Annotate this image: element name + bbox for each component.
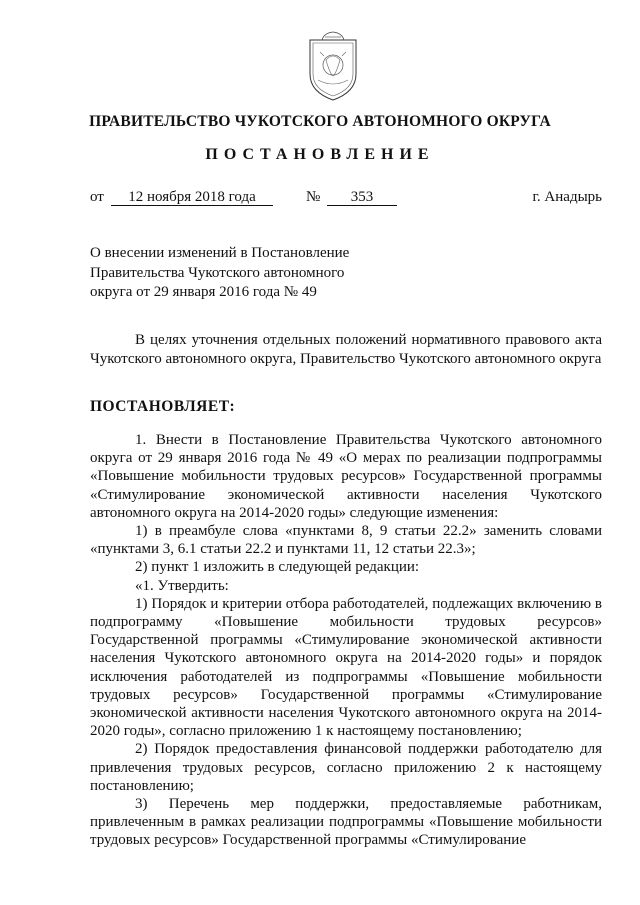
subject-line: Правительства Чукотского автономного <box>90 264 345 281</box>
city: г. Анадырь <box>532 189 602 205</box>
document-date <box>111 189 273 206</box>
resolves-heading: ПОСТАНОВЛЯЕТ: <box>90 398 236 415</box>
body-paragraph: 1) в преамбуле слова «пунктами 8, 9 статьи 22.2» заменить словами «пунктами 3, 6.1 статьи 22.2 и пунктами 11, 12 статьи 22.3»; <box>90 523 602 558</box>
document-type: ПОСТАНОВЛЕНИЕ <box>205 146 435 163</box>
number-prefix: № <box>306 189 321 205</box>
body-paragraph: 3) Перечень мер поддержки, предоставляемые работникам, привлеченным в рамках реализации подпрограммы «Повышение мобильности трудовых ресурсов» Государственной программы «Стимулирование <box>90 796 602 849</box>
subject-line: О внесении изменений в Постановление <box>90 245 350 261</box>
subject-line: округа от 29 января 2016 года № 49 <box>90 284 317 300</box>
body-paragraph: 2) пункт 1 изложить в следующей редакции: <box>135 559 420 576</box>
document-body <box>90 431 602 850</box>
document-subject <box>90 244 390 303</box>
body-paragraph: 1. Внести в Постановление Правительства Чукотского автономного округа от 29 января 2016 года № 49 «О мерах по реализации подпрограммы «Повышение мобильности трудовых ресурсов» Государственной программы «Стимулирование экономической активности населения Чукотского автономного округа на 2014-2020 годы» следующие изменения: <box>90 432 602 521</box>
body-paragraph: 1) Порядок и критерии отбора работодателей, подлежащих включению в подпрограмму «Повышение мобильности трудовых ресурсов» Государственной программы «Стимулирование экономической активности населения Чукотского автономного округа на 2014-2020 годы» и порядок исключения работодателей из подпрограммы «Повышение мобильности трудовых ресурсов» Государственной программы «Стимулирование экономической активности населения Чукотского автономного округа на 2014-2020 годы», согласно приложению 1 к настоящему постановлению; <box>90 595 602 740</box>
body-paragraph: «1. Утвердить: <box>135 577 229 594</box>
coat-of-arms-emblem <box>304 30 362 104</box>
body-paragraph: 2) Порядок предоставления финансовой поддержки работодателю для привлечения трудовых ресурсов, согласно приложению 2 к настоящему постановлению; <box>90 741 602 794</box>
document-number <box>327 189 397 206</box>
document-number-value: 353 <box>327 190 397 206</box>
document-date-value: 12 ноября 2018 года <box>111 190 273 206</box>
preamble-paragraph: В целях уточнения отдельных положений нормативного правового акта Чукотского автономного округа, Правительство Чукотского автономного округа <box>90 332 602 367</box>
date-prefix: от <box>90 189 104 205</box>
government-title: ПРАВИТЕЛЬСТВО ЧУКОТСКОГО АВТОНОМНОГО ОКРУГА <box>89 113 551 130</box>
